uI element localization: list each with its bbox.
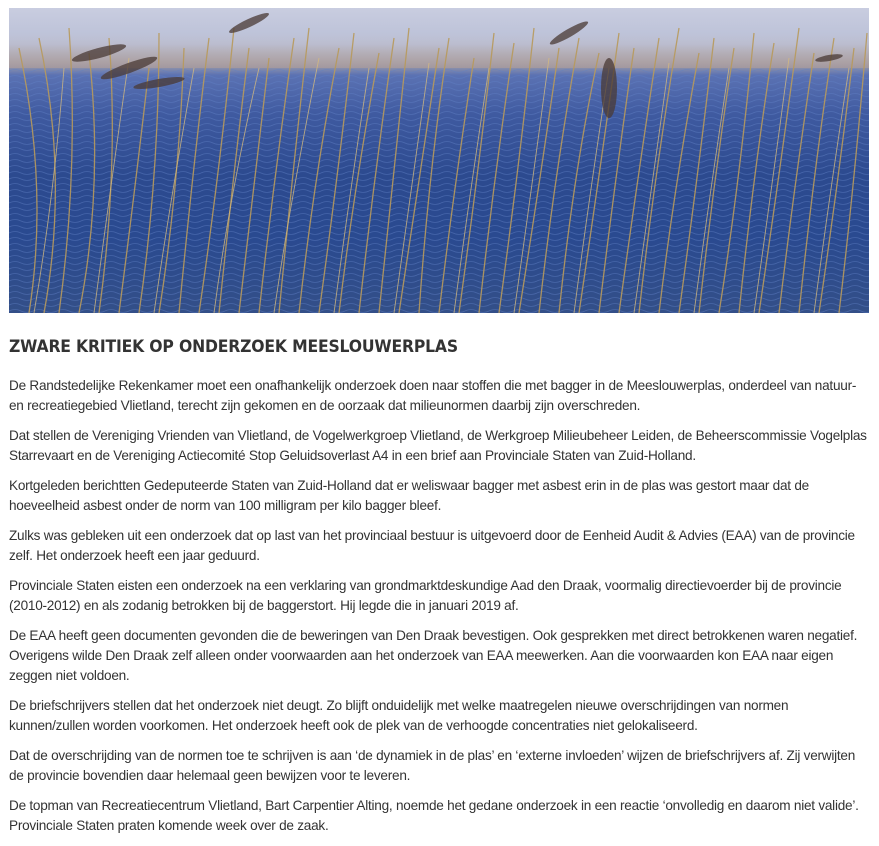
- paragraph: De EAA heeft geen documenten gevonden die de beweringen van Den Draak bevestigen. Ook gesprekken met direct betrokkenen waren negatief. Overigens wilde Den Draak zelf alleen onder voorwaarden aan het onderzoek van EAA meewerken. Aan die voorwaarden kon EAA naar eigen zeggen niet voldoen.: [9, 628, 858, 683]
- paragraph: Dat stellen de Vereniging Vrienden van Vlietland, de Vogelwerkgroep Vlietland, de Werkgroep Milieubeheer Leiden, de Beheerscommissie Vogelplas Starrevaart en de Vereniging Actiecomité Stop Geluidsoverlast A4 in een brief aan Provinciale Staten van Zuid-Holland.: [9, 428, 867, 463]
- reed-landscape-illustration: [9, 8, 869, 313]
- paragraph: Dat de overschrijding van de normen toe te schrijven is aan ‘de dynamiek in de plas’ en ‘externe invloeden’ wijzen de briefschrijvers af. Zij verwijten de provincie bovendien daar helemaal geen bewijzen voor te leveren.: [9, 748, 856, 783]
- article-title: ZWARE KRITIEK OP ONDERZOEK MEESLOUWERPLAS: [9, 337, 458, 357]
- paragraph: De topman van Recreatiecentrum Vlietland, Bart Carpentier Alting, noemde het gedane onderzoek in een reactie ‘onvolledig en daarom niet valide’. Provinciale Staten praten komende week over de zaak.: [9, 798, 859, 833]
- paragraph: De Randstedelijke Rekenkamer moet een onafhankelijk onderzoek doen naar stoffen die met bagger in de Meeslouwerplas, onderdeel van natuur- en recreatiegebied Vlietland, terecht zijn gekomen en de oorzaak dat milieunormen daarbij zijn overschreden.: [9, 378, 857, 413]
- paragraph: Provinciale Staten eisten een onderzoek na een verklaring van grondmarktdeskundige Aad den Draak, voormalig directievoerder bij de provincie (2010-2012) en als zodanig betrokken bij de baggerstort. Hij legde die in januari 2019 af.: [9, 578, 842, 613]
- paragraph: Kortgeleden berichtten Gedeputeerde Staten van Zuid-Holland dat er weliswaar bagger met asbest erin in de plas was gestort maar dat de hoeveelheid asbest onder de norm van 100 milligram per kilo bagger bleef.: [9, 478, 809, 513]
- hero-image: [9, 8, 869, 313]
- article: [9, 8, 869, 846]
- article-body: [9, 376, 869, 836]
- paragraph: De briefschrijvers stellen dat het onderzoek niet deugt. Zo blijft onduidelijk met welke maatregelen nieuwe overschrijdingen van normen kunnen/zullen worden voorkomen. Het onderzoek heeft ook de plek van de verhoogde concentraties niet gelokaliseerd.: [9, 698, 789, 733]
- paragraph: Zulks was gebleken uit een onderzoek dat op last van het provinciaal bestuur is uitgevoerd door de Eenheid Audit & Advies (EAA) van de provincie zelf. Het onderzoek heeft een jaar geduurd.: [9, 528, 855, 563]
